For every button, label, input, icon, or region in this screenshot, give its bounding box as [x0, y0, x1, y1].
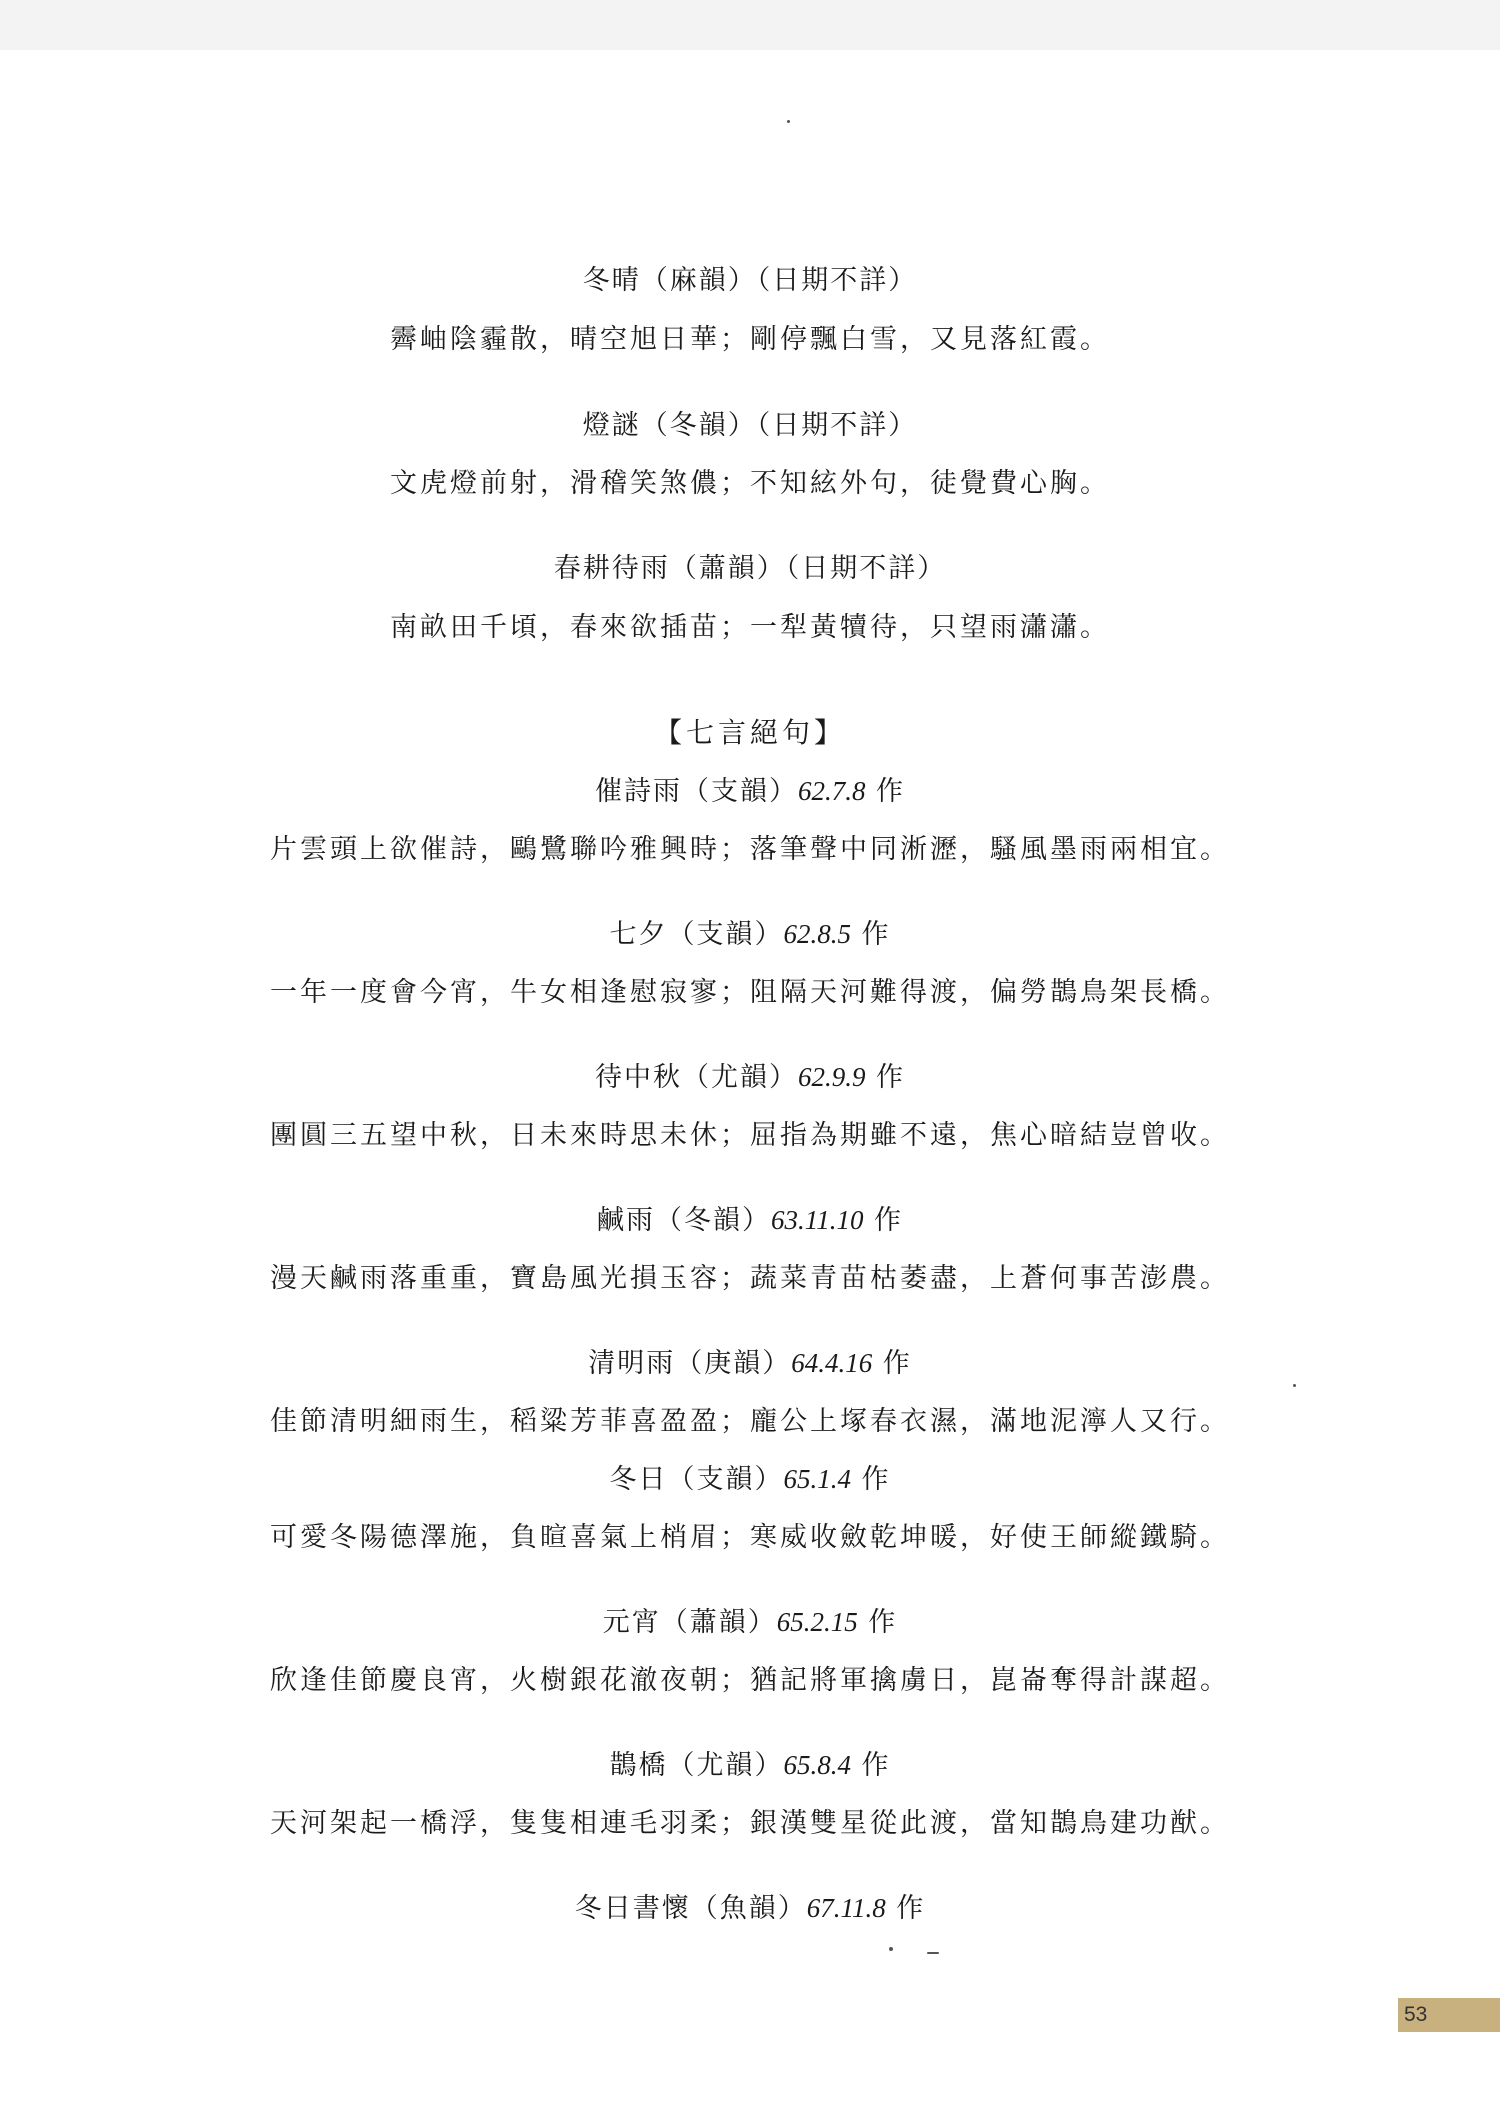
poem-title-suffix: 作 — [885, 1893, 926, 1924]
poem-verse: 一年一度會今宵，牛女相逢慰寂寥；阻隔天河難得渡，偏勞鵲鳥架長橋。 — [270, 977, 1230, 1008]
poem-verse: 團圓三五望中秋，日未來時思未休；屈指為期雖不遠，焦心暗結豈曾收。 — [270, 1120, 1230, 1151]
poem-date: 63.11.10 — [770, 1205, 864, 1235]
scan-speck — [1293, 1384, 1296, 1387]
poem-title — [0, 1457, 1500, 1496]
poem-title-suffix: 作 — [857, 1607, 898, 1638]
poem-title-text: 鹹雨（冬韻） — [596, 1205, 771, 1236]
poem-title — [0, 1600, 1500, 1639]
poem-date: 65.1.4 — [783, 1464, 851, 1494]
poem-verse: 可愛冬陽德澤施，負暄喜氣上梢眉；寒威收斂乾坤暖，好使王師縱鐵騎。 — [270, 1522, 1230, 1553]
poem-title-suffix: 作 — [863, 1205, 904, 1236]
scan-speck — [927, 1952, 939, 1954]
poem-title-suffix: 作 — [872, 1348, 912, 1379]
poem-title-suffix: 作 — [850, 1750, 891, 1781]
poem-verse: 欣逢佳節慶良宵，火樹銀花澈夜朝；猶記將軍擒虜日，崑崙奪得計謀超。 — [270, 1665, 1230, 1696]
poem-title-text: 鵲橋（尤韻） — [609, 1750, 784, 1781]
poem-date: 62.9.9 — [797, 1062, 866, 1092]
poem-title: 春耕待雨（蕭韻）（日期不詳） — [553, 553, 947, 584]
poem-title-text: 七夕（支韻） — [609, 919, 784, 950]
poem-title-suffix: 作 — [865, 1062, 906, 1093]
poem-title-suffix: 作 — [850, 919, 891, 950]
poem-verse: 南畝田千頃，春來欲插苗；一犁黃犢待，只望雨瀟瀟。 — [390, 612, 1110, 643]
page-number: 53 — [1404, 2003, 1428, 2026]
poem-title — [0, 1743, 1500, 1782]
poem-date: 62.8.5 — [783, 919, 851, 949]
poem-verse: 文虎燈前射，滑稽笑煞儂；不知絃外句，徒覺費心胸。 — [390, 468, 1110, 499]
poem-title-text: 催詩雨（支韻） — [594, 776, 798, 807]
page-number-tab — [1398, 1998, 1500, 2032]
scan-speck — [787, 120, 790, 123]
poem-date: 65.2.15 — [776, 1607, 858, 1637]
poem-title — [0, 1198, 1500, 1237]
poem-verse: 霽岫陰霾散，晴空旭日華；剛停飄白雪，又見落紅霞。 — [390, 324, 1110, 355]
poem-title-suffix: 作 — [865, 776, 906, 807]
poem-title: 冬晴（麻韻）（日期不詳） — [582, 265, 918, 296]
poem-title-text: 元宵（蕭韻） — [602, 1607, 777, 1638]
scan-top-band — [0, 0, 1500, 50]
poem-title-text: 冬日（支韻） — [609, 1464, 784, 1495]
poem-date: 62.7.8 — [797, 776, 866, 806]
poem-verse: 佳節清明細雨生，稻粱芳菲喜盈盈；龐公上塚春衣濕，滿地泥濘人又行。 — [270, 1406, 1230, 1437]
poem-title — [0, 1055, 1500, 1094]
poem-date: 64.4.16 — [791, 1348, 873, 1378]
poem-date: 65.8.4 — [783, 1750, 851, 1780]
poem-title-text: 待中秋（尤韻） — [594, 1062, 798, 1093]
poem-title — [0, 1341, 1500, 1380]
poem-verse: 漫天鹹雨落重重，寶島風光損玉容；蔬菜青苗枯萎盡，上蒼何事苦澎農。 — [270, 1263, 1230, 1294]
poem-title-suffix: 作 — [850, 1464, 891, 1495]
poem-verse: 天河架起一橋浮，隻隻相連毛羽柔；銀漢雙星從此渡，當知鵲鳥建功猷。 — [270, 1808, 1230, 1839]
scan-speck — [889, 1947, 893, 1951]
section-heading: 【七言絕句】 — [653, 716, 846, 749]
poem-verse: 片雲頭上欲催詩，鷗鷺聯吟雅興時；落筆聲中同淅瀝，騷風墨雨兩相宜。 — [270, 834, 1230, 865]
poem-date: 67.11.8 — [806, 1893, 886, 1923]
poem-title-text: 冬日書懷（魚韻） — [574, 1893, 807, 1924]
poem-title: 燈謎（冬韻）（日期不詳） — [582, 410, 918, 441]
poem-title — [0, 1886, 1500, 1925]
poem-title — [0, 769, 1500, 808]
poem-title — [0, 912, 1500, 951]
poem-title-text: 清明雨（庚韻） — [588, 1348, 792, 1379]
